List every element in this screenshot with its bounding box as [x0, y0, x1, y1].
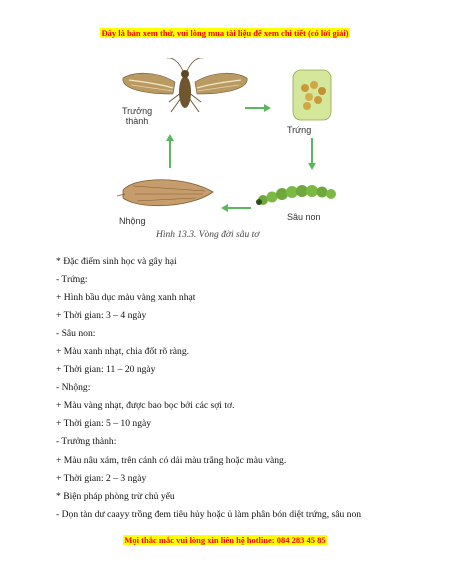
preview-notice-text: Đây là bản xem thử, vui lòng mua tài liệu để xem chi tiết (có lời giải)	[101, 28, 349, 38]
text-line: - Trưởng thành:	[56, 436, 117, 448]
text-line: - Trứng:	[56, 274, 88, 286]
text-line: - Dọn tàn dư caayy trồng đem tiêu hủy hoặc ủ làm phân bón diệt trứng, sâu non	[56, 508, 362, 520]
label-pupa: Nhộng	[119, 216, 146, 226]
text-line: + Màu vàng nhạt, được bao bọc bởi các sợi tơ.	[56, 400, 235, 412]
life-cycle-figure	[95, 58, 355, 243]
text-line: + Thời gian: 2 – 3 ngày	[56, 472, 147, 484]
pupa-image	[117, 180, 213, 206]
arrow-larva-to-pupa-head	[221, 204, 228, 212]
arrow-pupa-to-adult-head	[166, 134, 174, 141]
text-line: + Thời gian: 3 – 4 ngày	[56, 310, 147, 322]
text-line: - Sâu non:	[56, 328, 96, 340]
text-line: + Màu nâu xám, trên cánh có dải màu trắng hoặc màu vàng.	[56, 454, 287, 466]
arrow-egg-to-larva-head	[308, 163, 316, 170]
larva-image	[256, 185, 336, 205]
preview-notice-banner	[0, 28, 450, 38]
text-line: + Thời gian: 11 – 20 ngày	[56, 364, 156, 376]
text-line: - Nhộng:	[56, 382, 91, 394]
label-adult: Trưởng thành	[122, 106, 153, 126]
egg-cluster-image	[293, 70, 331, 120]
figure-caption: Hình 13.3. Vòng đời sâu tơ	[156, 230, 260, 240]
hotline-notice-banner	[0, 535, 450, 545]
body-text	[56, 253, 436, 524]
hotline-notice-text: Mọi thắc mắc vui lòng xin liên hệ hotline: 084 283 45 85	[124, 535, 326, 545]
adult-moth-image	[123, 58, 247, 112]
text-line: + Thời gian: 5 – 10 ngày	[56, 418, 152, 430]
text-line: + Hình bầu dục màu vàng xanh nhạt	[56, 292, 196, 304]
label-egg: Trứng	[287, 125, 312, 135]
text-line: * Đặc điểm sinh học và gây hại	[56, 256, 177, 267]
text-line: * Biện pháp phòng trừ chủ yếu	[56, 490, 175, 502]
text-line: + Màu xanh nhạt, chia đốt rõ ràng.	[56, 346, 190, 358]
arrow-adult-to-egg-head	[264, 104, 271, 112]
label-larva: Sâu non	[287, 212, 321, 222]
